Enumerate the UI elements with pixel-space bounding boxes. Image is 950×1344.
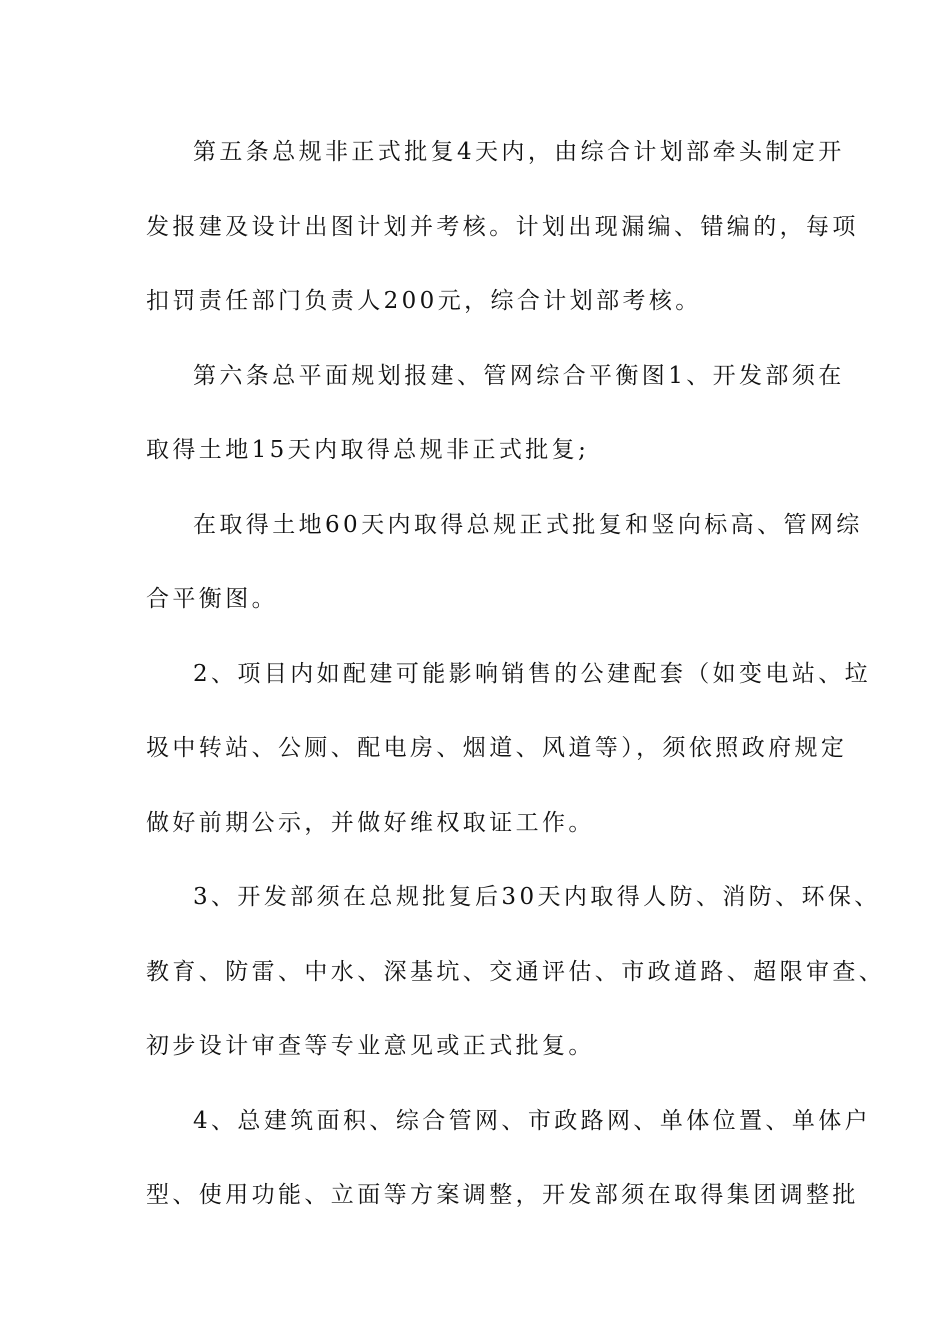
paragraph-5-line-2: 教育、防雷、中水、深基坑、交通评估、市政道路、超限审查、: [146, 959, 886, 985]
paragraph-3-line-1: 在取得土地60天内取得总规正式批复和竖向标高、管网综: [193, 512, 863, 538]
paragraph-4-line-1: 2、项目内如配建可能影响销售的公建配套（如变电站、垃: [193, 661, 872, 687]
paragraph-1-line-2: 发报建及设计出图计划并考核。计划出现漏编、错编的，每项: [146, 214, 859, 240]
paragraph-5-line-3: 初步设计审查等专业意见或正式批复。: [146, 1033, 595, 1059]
paragraph-3-line-2: 合平衡图。: [146, 586, 278, 612]
paragraph-1-line-3: 扣罚责任部门负责人200元，综合计划部考核。: [146, 288, 702, 314]
paragraph-1-line-1: 第五条总规非正式批复4天内，由综合计划部牵头制定开: [193, 139, 845, 165]
paragraph-2-line-2: 取得土地15天内取得总规非正式批复;: [146, 437, 590, 463]
paragraph-4-line-2: 圾中转站、公厕、配电房、烟道、风道等），须依照政府规定: [146, 735, 848, 761]
paragraph-6-line-1: 4、总建筑面积、综合管网、市政路网、单体位置、单体户: [193, 1108, 872, 1134]
paragraph-5-line-1: 3、开发部须在总规批复后30天内取得人防、消防、环保、: [193, 884, 881, 910]
paragraph-2-line-1: 第六条总平面规划报建、管网综合平衡图1、开发部须在: [193, 363, 845, 389]
paragraph-6-line-2: 型、使用功能、立面等方案调整，开发部须在取得集团调整批: [146, 1182, 859, 1208]
paragraph-4-line-3: 做好前期公示，并做好维权取证工作。: [146, 810, 595, 836]
